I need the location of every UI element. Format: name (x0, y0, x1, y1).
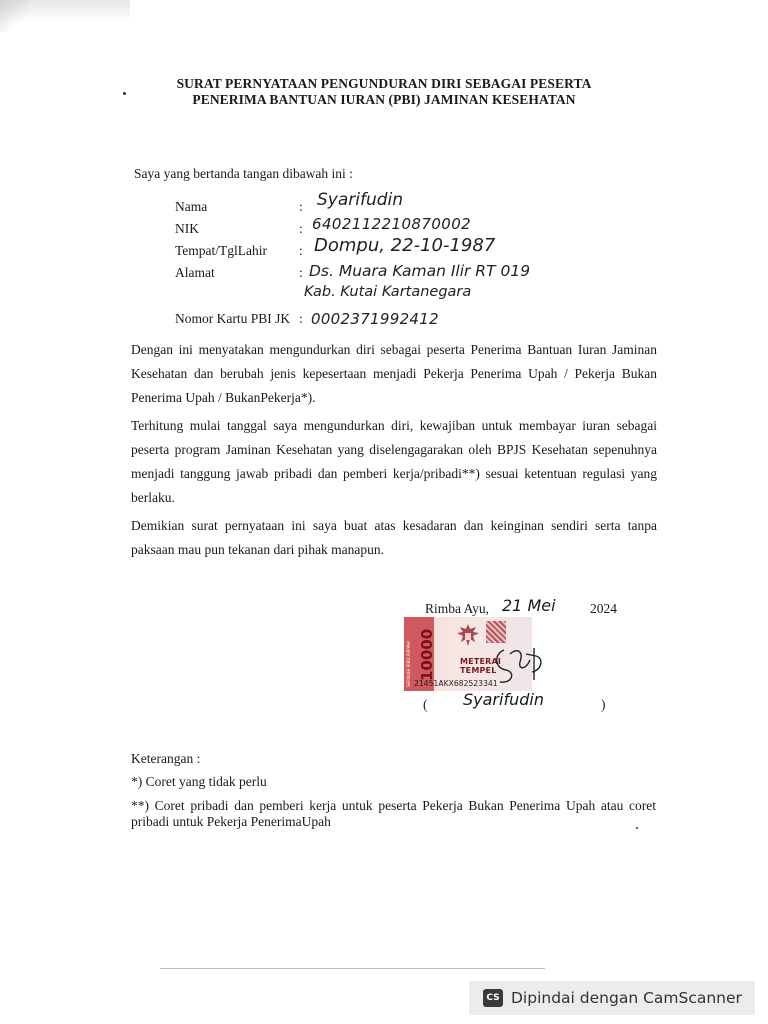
intro-text: Saya yang bertanda tangan dibawah ini : (134, 166, 353, 181)
camscanner-watermark (469, 981, 755, 1015)
handwritten-nama: Syarifudin (317, 190, 404, 210)
stamp-amount: 10000 (418, 628, 436, 682)
paragraph-closing: Demikian surat pernyataan ini saya buat atas kesadaran dan keinginan sendiri serta tanpa paksaan mau pun tekanan dari pihak manapun. (131, 518, 657, 557)
colon: : (299, 243, 303, 258)
stamp-serial: 21451AKX682523341 (414, 679, 498, 688)
paragraph-obligation: Terhitung mulai tanggal saya mengundurkan diri, kewajiban untuk membayar iuran sebagai peserta program Jaminan Kesehatan yang diselengagarakan oleh BPJS Kesehatan sepenuhnya menjadi tanggung jawab pribadi dan pemberi kerja/pribadi**) sesuai ketentuan regulasi yang berlaku. (131, 418, 657, 505)
field-label-ttl: Tempat/TglLahir (175, 243, 268, 258)
handwritten-kartu-pbi: 0002371992412 (311, 310, 439, 328)
paragraph-statement: Dengan ini menyatakan mengundurkan diri sebagai peserta Penerima Bantuan Iuran Jaminan Kesehatan dan berubah jenis kepesertaan menjadi Pekerja Penerima Upah / Pekerja Bukan Penerima Upah / BukanPekerja*). (131, 342, 657, 405)
signature-paren-open: ( (423, 697, 428, 712)
camscanner-text: Dipindai dengan CamScanner (511, 989, 742, 1007)
stamp-side-text: SEPULUH RIBU RUPIAH (406, 641, 411, 687)
signature-scribble-icon (490, 640, 550, 690)
document-title (0, 76, 768, 108)
field-label-nama: Nama (175, 199, 208, 214)
field-label-nik: NIK (175, 221, 199, 236)
field-label-kartu-pbi: Nomor Kartu PBI JK (175, 311, 291, 326)
colon: : (299, 311, 303, 326)
garuda-emblem-icon (454, 621, 482, 651)
signature-paren-close: ) (601, 697, 606, 712)
place-label: Rimba Ayu, (425, 601, 490, 616)
note-1: *) Coret yang tidak perlu (131, 774, 267, 789)
handwritten-alamat-line2: Kab. Kutai Kartanegara (304, 284, 472, 300)
stamp-label-line1: METERAI (460, 657, 502, 666)
year-label: 2024 (590, 601, 617, 616)
note-2: **) Coret pribadi dan pemberi kerja untuk peserta Pekerja Bukan Penerima Upah atau coret pribadi untuk Pekerja PenerimaUpah (131, 798, 656, 829)
handwritten-alamat-line1: Ds. Muara Kaman Ilir RT 019 (309, 262, 531, 280)
handwritten-ttl: Dompu, 22-10-1987 (314, 235, 496, 256)
scan-edge-line (160, 968, 545, 969)
colon: : (299, 265, 303, 280)
colon: : (299, 199, 303, 214)
camscanner-logo-icon: CS (483, 989, 503, 1007)
title-line-1: SURAT PERNYATAAN PENGUNDURAN DIRI SEBAGAI PESERTA (176, 76, 592, 91)
field-label-alamat: Alamat (175, 265, 215, 280)
scan-corner-fold (0, 0, 28, 32)
handwritten-date: 21 Mei (502, 596, 556, 615)
keterangan-label: Keterangan : (131, 751, 201, 766)
title-line-2: PENERIMA BANTUAN IURAN (PBI) JAMINAN KESEHATAN (192, 92, 576, 107)
handwritten-nik: 6402112210870002 (312, 215, 472, 233)
handwritten-signature-name: Syarifudin (463, 690, 544, 709)
colon: : (299, 221, 303, 236)
stamp-label-line2: TEMPEL (460, 666, 497, 675)
